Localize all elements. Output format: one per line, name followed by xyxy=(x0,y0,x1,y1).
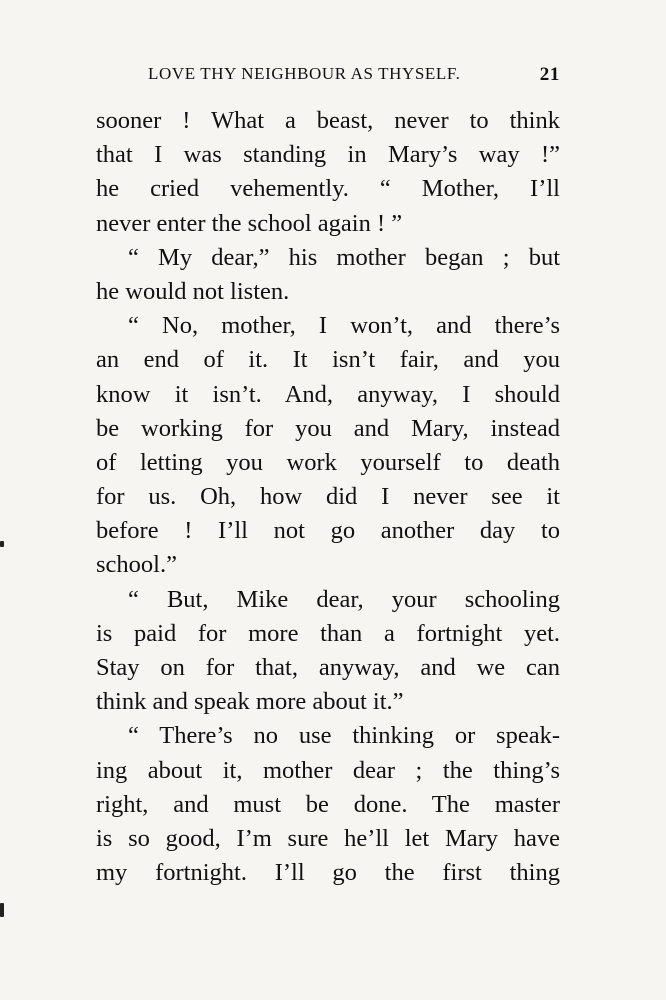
text-line: never enter the school again ! ” xyxy=(96,209,403,237)
text-line: “ My dear,” his mother began ; but xyxy=(128,243,560,271)
text-line: ing about it, mother dear ; the thing’s xyxy=(96,756,560,784)
text-line: before ! I’ll not go another day to xyxy=(96,517,560,545)
text-line: of letting you work yourself to death xyxy=(96,448,560,476)
text-line: “ No, mother, I won’t, and there’s xyxy=(128,312,560,340)
text-line: know it isn’t. And, anyway, I should xyxy=(96,380,560,408)
text-line: school.” xyxy=(96,551,177,579)
text-line: be working for you and Mary, instead xyxy=(96,414,560,442)
text-line: that I was standing in Mary’s way !” xyxy=(96,141,560,169)
running-head xyxy=(98,64,560,86)
text-line: “ There’s no use thinking or speak- xyxy=(128,722,560,750)
text-line: he would not listen. xyxy=(96,277,290,305)
text-line: think and speak more about it.” xyxy=(96,688,404,716)
text-line: for us. Oh, how did I never see it xyxy=(96,483,560,511)
running-title: LOVE THY NEIGHBOUR AS THYSELF. xyxy=(148,64,461,83)
text-line: an end of it. It isn’t fair, and you xyxy=(96,346,560,374)
text-line: “ But, Mike dear, your schooling xyxy=(128,585,560,613)
body-text xyxy=(96,104,560,890)
text-line: sooner ! What a beast, never to think xyxy=(96,107,560,134)
text-line: right, and must be done. The master xyxy=(96,790,560,818)
text-line: Stay on for that, anyway, and we can xyxy=(96,654,560,681)
text-line: is paid for more than a fortnight yet. xyxy=(96,619,560,647)
text-line: my fortnight. I’ll go the first thing xyxy=(96,859,560,887)
margin-mark xyxy=(0,541,4,547)
text-line: he cried vehemently. “ Mother, I’ll xyxy=(96,175,560,203)
page-number: 21 xyxy=(539,64,560,85)
margin-mark xyxy=(0,903,4,917)
text-line: is so good, I’m sure he’ll let Mary have xyxy=(96,824,560,852)
